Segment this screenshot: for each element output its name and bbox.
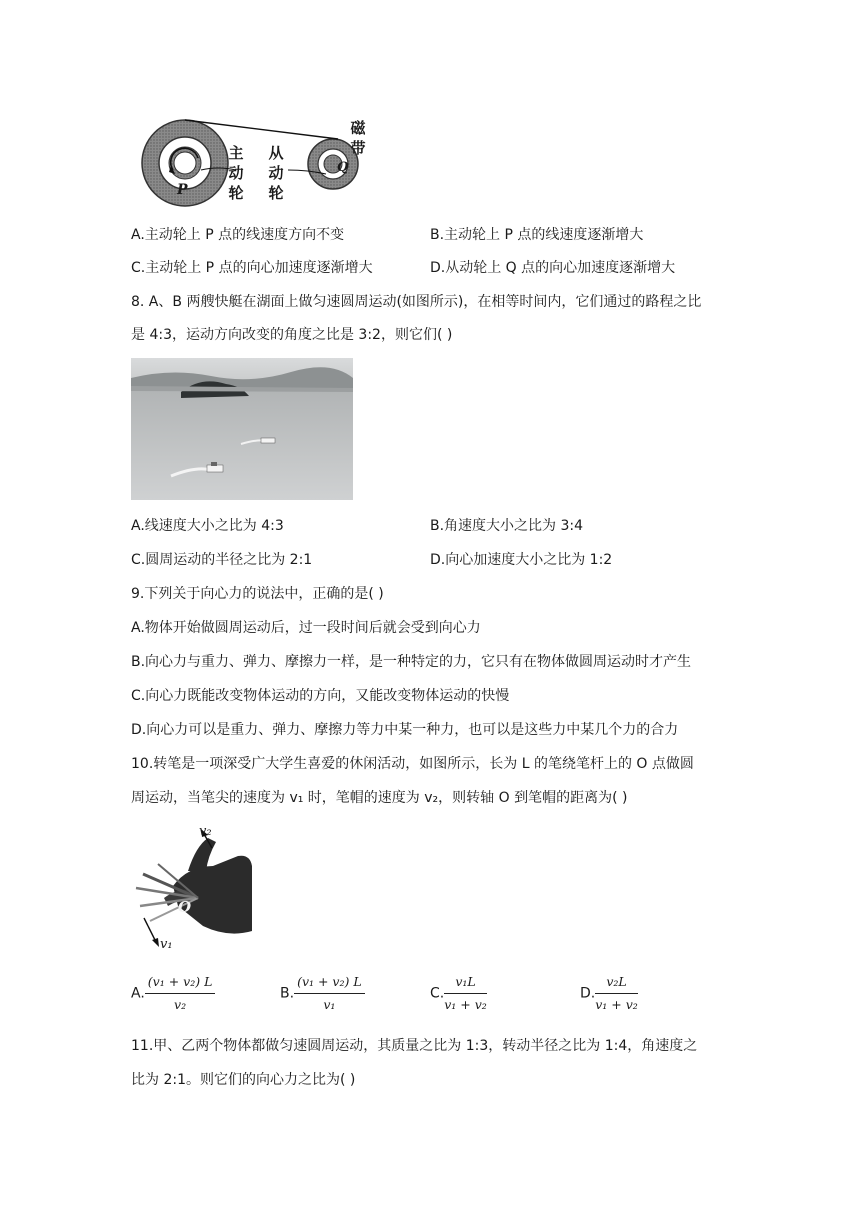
q8-stem-line2: 是 4:3，运动方向改变的角度之比是 3:2，则它们( ) xyxy=(131,327,453,343)
q9-option-a: A.物体开始做圆周运动后，过一段时间后就会受到向心力 xyxy=(131,620,481,636)
pen-spinning-photo xyxy=(128,826,256,954)
q8-stem-line1: 8. A、B 两艘快艇在湖面上做匀速圆周运动(如图所示)，在相等时间内，它们通过的路程之比 xyxy=(131,294,702,310)
q10-option-c xyxy=(430,972,487,1015)
q10-option-b xyxy=(280,972,365,1015)
q10-option-d-label: D. xyxy=(580,985,596,1002)
q10-stem-line2: 周运动，当笔尖的速度为 v₁ 时，笔帽的速度为 v₂，则转轴 O 到笔帽的距离为( ) xyxy=(131,790,628,806)
q10-stem-line1: 10.转笔是一项深受广大学生喜爱的休闲活动，如图所示，长为 L 的笔绕笔杆上的 O 点做圆 xyxy=(131,756,694,772)
q10-option-c-den: v₁ + v₂ xyxy=(444,997,487,1012)
drive-label-1: 主 xyxy=(228,144,244,162)
driven-label-3: 轮 xyxy=(268,184,284,202)
q10-option-c-label: C. xyxy=(430,985,445,1002)
point-p-label: P xyxy=(177,182,188,198)
q7-option-d: D.从动轮上 Q 点的向心加速度逐渐增大 xyxy=(430,260,676,276)
q11-stem-line2: 比为 2:1。则它们的向心力之比为( ) xyxy=(131,1072,356,1088)
q10-option-c-num: v₁L xyxy=(444,972,487,994)
tape-label-2: 带 xyxy=(350,139,366,157)
tape-label xyxy=(350,118,366,158)
q8-option-c: C.圆周运动的半径之比为 2:1 xyxy=(131,552,313,568)
driven-label-1: 从 xyxy=(268,144,284,162)
q10-option-a-den: v₂ xyxy=(174,997,187,1012)
boat-a xyxy=(207,465,223,472)
driven-label-2: 动 xyxy=(268,164,284,182)
driven-wheel-label xyxy=(268,143,284,203)
fig-label-v2: v₂ xyxy=(199,824,212,839)
q8-option-b: B.角速度大小之比为 3:4 xyxy=(430,518,584,534)
boat-b xyxy=(261,438,275,443)
tape-label-1: 磁 xyxy=(350,119,366,137)
point-q-label: Q xyxy=(337,160,349,175)
drive-wheel-label xyxy=(228,143,244,203)
q10-option-b-label: B. xyxy=(280,985,295,1002)
q7-option-c: C.主动轮上 P 点的向心加速度逐渐增大 xyxy=(131,260,373,276)
q9-stem: 9.下列关于向心力的说法中，正确的是( ) xyxy=(131,586,384,602)
q10-option-b-den: v₁ xyxy=(323,997,336,1012)
q10-option-d-num: v₂L xyxy=(595,972,638,994)
q7-option-b: B.主动轮上 P 点的线速度逐渐增大 xyxy=(430,227,644,243)
q10-option-d-den: v₁ + v₂ xyxy=(595,997,638,1012)
q10-option-d xyxy=(580,972,638,1015)
q10-option-a-label: A. xyxy=(131,985,145,1002)
q9-option-d: D.向心力可以是重力、弹力、摩擦力等力中某一种力，也可以是这些力中某几个力的合力 xyxy=(131,722,679,738)
q9-option-c: C.向心力既能改变物体运动的方向，又能改变物体运动的快慢 xyxy=(131,688,510,704)
q9-option-b: B.向心力与重力、弹力、摩擦力一样，是一种特定的力，它只有在物体做圆周运动时才产生 xyxy=(131,654,692,670)
drive-label-3: 轮 xyxy=(228,184,244,202)
fig-label-v1: v₁ xyxy=(160,937,173,952)
fig-label-o: O xyxy=(178,898,192,916)
q8-option-d: D.向心加速度大小之比为 1:2 xyxy=(430,552,613,568)
speedboat-photo xyxy=(131,358,353,500)
q10-option-a-num: (v₁ + v₂) L xyxy=(145,972,216,994)
q10-option-b-num: (v₁ + v₂) L xyxy=(294,972,365,994)
q11-stem-line1: 11.甲、乙两个物体都做匀速圆周运动，其质量之比为 1:3，转动半径之比为 1:4，角速度之 xyxy=(131,1038,698,1054)
q7-option-a: A.主动轮上 P 点的线速度方向不变 xyxy=(131,227,345,243)
q10-option-a xyxy=(131,972,215,1015)
q8-option-a: A.线速度大小之比为 4:3 xyxy=(131,518,284,534)
drive-label-2: 动 xyxy=(228,164,244,182)
